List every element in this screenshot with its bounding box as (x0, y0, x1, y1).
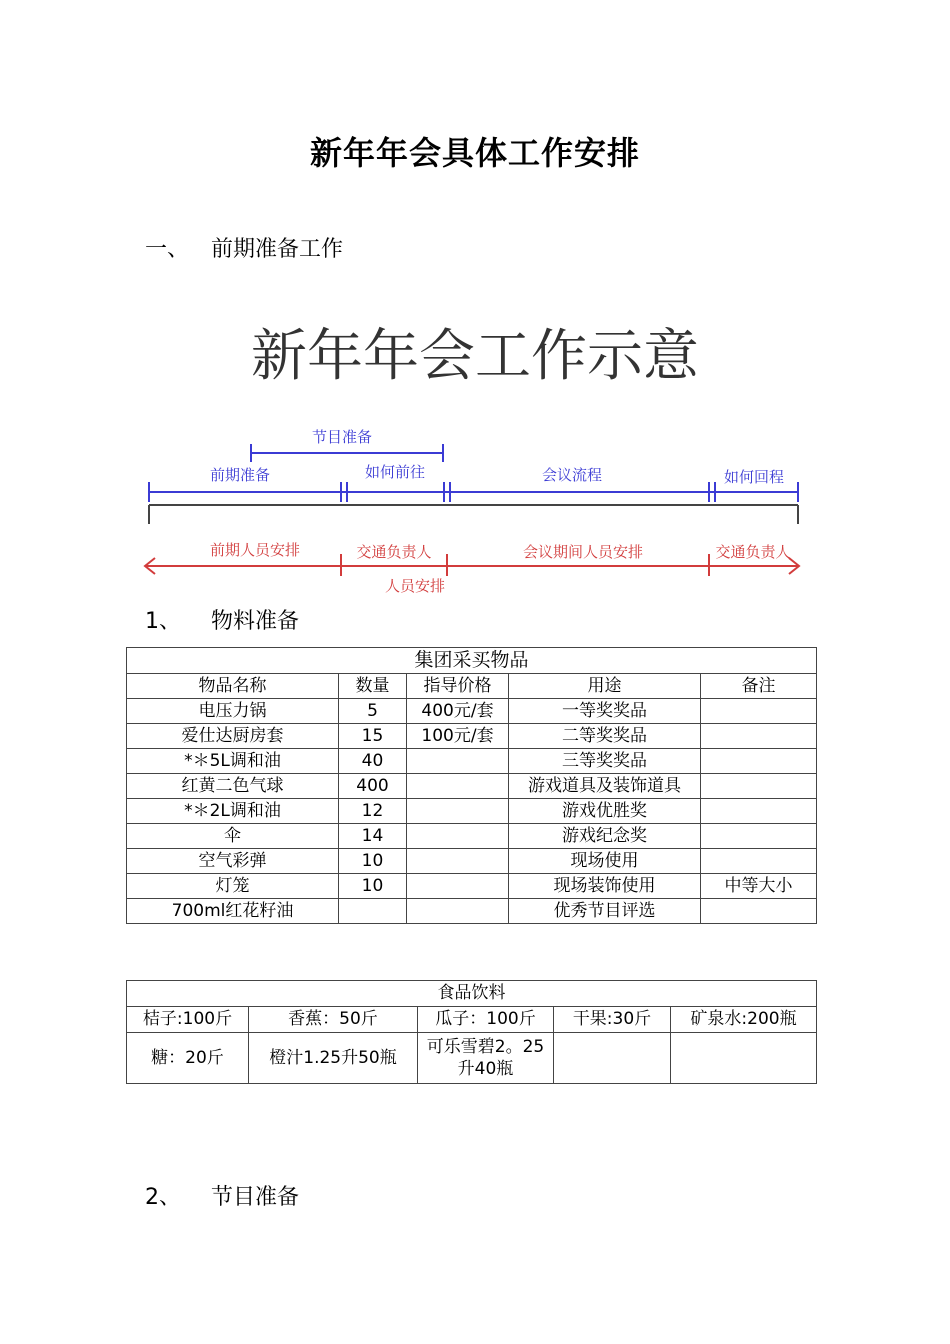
cell-item: 灯笼 (127, 874, 339, 899)
cell-item: 空气彩弹 (127, 849, 339, 874)
table-row (127, 874, 817, 899)
food-table (126, 980, 817, 1084)
food-cell: 矿泉水:200瓶 (671, 1007, 817, 1033)
column-header: 备注 (701, 674, 817, 699)
page-title: 新年年会具体工作安排 (309, 134, 640, 172)
cell-quantity: 10 (339, 874, 407, 899)
section-heading-program (145, 1180, 299, 1211)
cell-quantity: 12 (339, 799, 407, 824)
table-row (127, 724, 817, 749)
table-row (127, 824, 817, 849)
cell-usage: 现场使用 (509, 849, 701, 874)
table-row (127, 699, 817, 724)
cell-price: 100元/套 (407, 724, 509, 749)
cell-note (701, 749, 817, 774)
section-label: 物料准备 (211, 609, 300, 634)
staff-label: 会议期间人员安排 (522, 543, 644, 561)
column-header: 用途 (509, 674, 701, 699)
cell-price (407, 874, 509, 899)
table-row (127, 1007, 817, 1033)
cell-quantity: 14 (339, 824, 407, 849)
section-number: 一、 (145, 237, 190, 262)
food-cell: 可乐雪碧2。25升40瓶 (418, 1033, 554, 1084)
span-label: 节目准备 (311, 428, 373, 446)
cell-usage: 一等奖奖品 (509, 699, 701, 724)
food-cell (671, 1033, 817, 1084)
cell-note (701, 774, 817, 799)
table-caption: 食品饮料 (127, 981, 817, 1007)
diagram-title: 新年年会工作示意 (251, 324, 699, 389)
cell-quantity (339, 899, 407, 924)
section-number: 2、 (145, 1185, 181, 1210)
cell-price (407, 849, 509, 874)
phase-line (149, 482, 798, 502)
table-row (127, 1033, 817, 1084)
table-row (127, 799, 817, 824)
table-row (127, 899, 817, 924)
purchase-table (126, 647, 817, 924)
section-label: 节目准备 (211, 1185, 300, 1210)
cell-item: *＊5L调和油 (127, 749, 339, 774)
column-header: 物品名称 (127, 674, 339, 699)
cell-usage: 二等奖奖品 (509, 724, 701, 749)
phase-label: 会议流程 (541, 466, 603, 484)
cell-price (407, 749, 509, 774)
span-bracket (251, 444, 443, 462)
staff-sub-label: 人员安排 (384, 577, 446, 595)
column-header: 数量 (339, 674, 407, 699)
cell-price (407, 799, 509, 824)
section-heading-prep (145, 232, 343, 263)
staff-label: 交通负责人 (715, 543, 791, 561)
cell-usage: 现场装饰使用 (509, 874, 701, 899)
cell-usage: 游戏道具及装饰道具 (509, 774, 701, 799)
cell-quantity: 400 (339, 774, 407, 799)
cell-usage: 三等奖奖品 (509, 749, 701, 774)
cell-item: 700ml红花籽油 (127, 899, 339, 924)
table-row (127, 849, 817, 874)
section-heading-materials (145, 604, 299, 635)
food-cell (554, 1033, 671, 1084)
section-number: 1、 (145, 609, 181, 634)
cell-quantity: 5 (339, 699, 407, 724)
food-cell: 桔子:100斤 (127, 1007, 249, 1033)
cell-item: 爱仕达厨房套 (127, 724, 339, 749)
phase-label: 前期准备 (209, 466, 271, 484)
phase-label: 如何回程 (723, 468, 785, 486)
staff-label: 前期人员安排 (209, 541, 301, 559)
food-cell: 橙汁1.25升50瓶 (249, 1033, 418, 1084)
cell-note (701, 799, 817, 824)
cell-item: *＊2L调和油 (127, 799, 339, 824)
cell-note (701, 724, 817, 749)
cell-note (701, 699, 817, 724)
cell-note (701, 899, 817, 924)
food-cell: 瓜子：100斤 (418, 1007, 554, 1033)
cell-usage: 游戏优胜奖 (509, 799, 701, 824)
cell-item: 电压力锅 (127, 699, 339, 724)
table-header-row (127, 674, 817, 699)
cell-item: 红黄二色气球 (127, 774, 339, 799)
column-header: 指导价格 (407, 674, 509, 699)
workflow-diagram (135, 310, 815, 600)
staff-label: 交通负责人 (356, 543, 432, 561)
cell-quantity: 15 (339, 724, 407, 749)
phase-label: 如何前往 (364, 463, 426, 481)
cell-quantity: 40 (339, 749, 407, 774)
cell-price: 400元/套 (407, 699, 509, 724)
cell-note (701, 824, 817, 849)
table-row (127, 774, 817, 799)
cell-price (407, 824, 509, 849)
food-cell: 香蕉：50斤 (249, 1007, 418, 1033)
cell-usage: 游戏纪念奖 (509, 824, 701, 849)
food-cell: 干果:30斤 (554, 1007, 671, 1033)
cell-quantity: 10 (339, 849, 407, 874)
cell-note: 中等大小 (701, 874, 817, 899)
table-row (127, 749, 817, 774)
food-cell: 糖：20斤 (127, 1033, 249, 1084)
cell-price (407, 774, 509, 799)
timeline-axis (149, 505, 798, 524)
cell-usage: 优秀节目评选 (509, 899, 701, 924)
cell-note (701, 849, 817, 874)
section-label: 前期准备工作 (211, 237, 344, 262)
cell-price (407, 899, 509, 924)
cell-item: 伞 (127, 824, 339, 849)
table-caption: 集团采买物品 (127, 648, 817, 674)
